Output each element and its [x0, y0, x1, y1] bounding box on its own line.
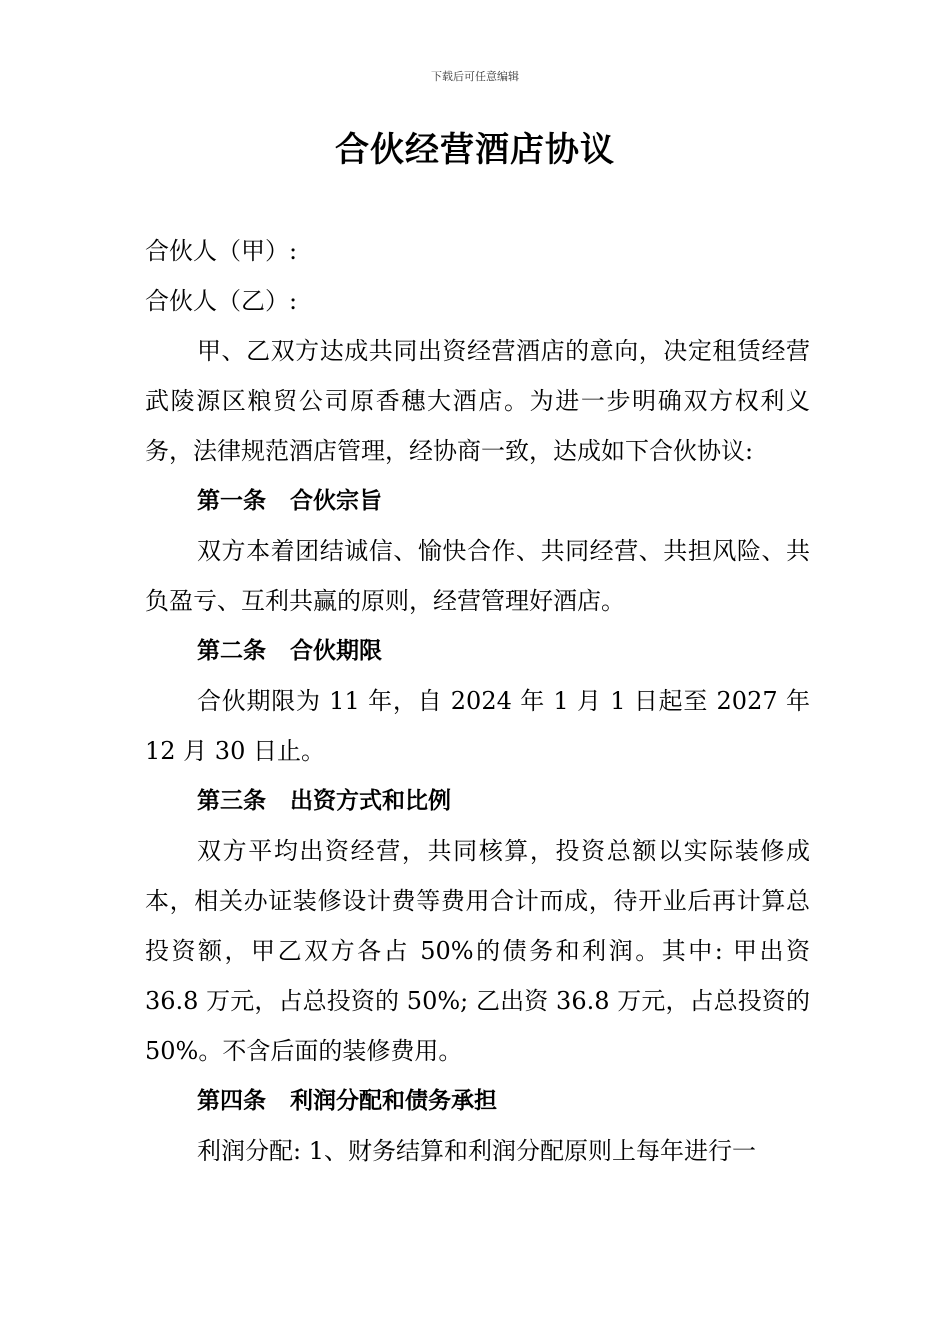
article-1-title: 合伙宗旨 [290, 488, 382, 514]
article-4-number: 第四条 [197, 1088, 266, 1114]
document-title: 合伙经营酒店协议 [335, 130, 615, 170]
article-3-title: 出资方式和比例 [290, 788, 451, 814]
header-note: 下载后可任意编辑 [431, 70, 519, 83]
intro-paragraph: 甲、乙双方达成共同出资经营酒店的意向，决定租赁经营武陵源区粮贸公司原香穗大酒店。为进一步明确双方权利义务，法律规范酒店管理，经协商一致，达成如下合伙协议: [145, 337, 810, 465]
article-1-heading [145, 476, 810, 526]
article-1-text: 双方本着团结诚信、愉快合作、共同经营、共担风险、共负盈亏、互利共赢的原则，经营管理好酒店。 [145, 537, 810, 615]
article-1-number: 第一条 [197, 488, 266, 514]
article-3-number: 第三条 [197, 788, 266, 814]
article-3-heading [145, 776, 810, 826]
article-2-number: 第二条 [197, 638, 266, 664]
article-2-heading [145, 626, 810, 676]
article-4-heading [145, 1076, 810, 1126]
party-a-line: 合伙人（甲）: [145, 237, 298, 265]
document-body [145, 226, 810, 1176]
article-2-title: 合伙期限 [290, 638, 382, 664]
article-2-text: 合伙期限为 11 年，自 2024 年 1 月 1 日起至 2027 年 12 月 30 日止。 [145, 687, 810, 765]
article-4-text: 利润分配: 1、财务结算和利润分配原则上每年进行一 [197, 1137, 756, 1165]
article-3-text: 双方平均出资经营，共同核算，投资总额以实际装修成本，相关办证装修设计费等费用合计而成，待开业后再计算总投资额，甲乙双方各占 50%的债务和利润。其中: 甲出资 36.8 万元，占总投资的 50%; 乙出资 36.8 万元，占总投资的 50%。不含后面的装修费用。 [145, 837, 810, 1065]
article-4-title: 利润分配和债务承担 [290, 1088, 497, 1114]
party-b-line: 合伙人（乙）: [145, 287, 298, 315]
